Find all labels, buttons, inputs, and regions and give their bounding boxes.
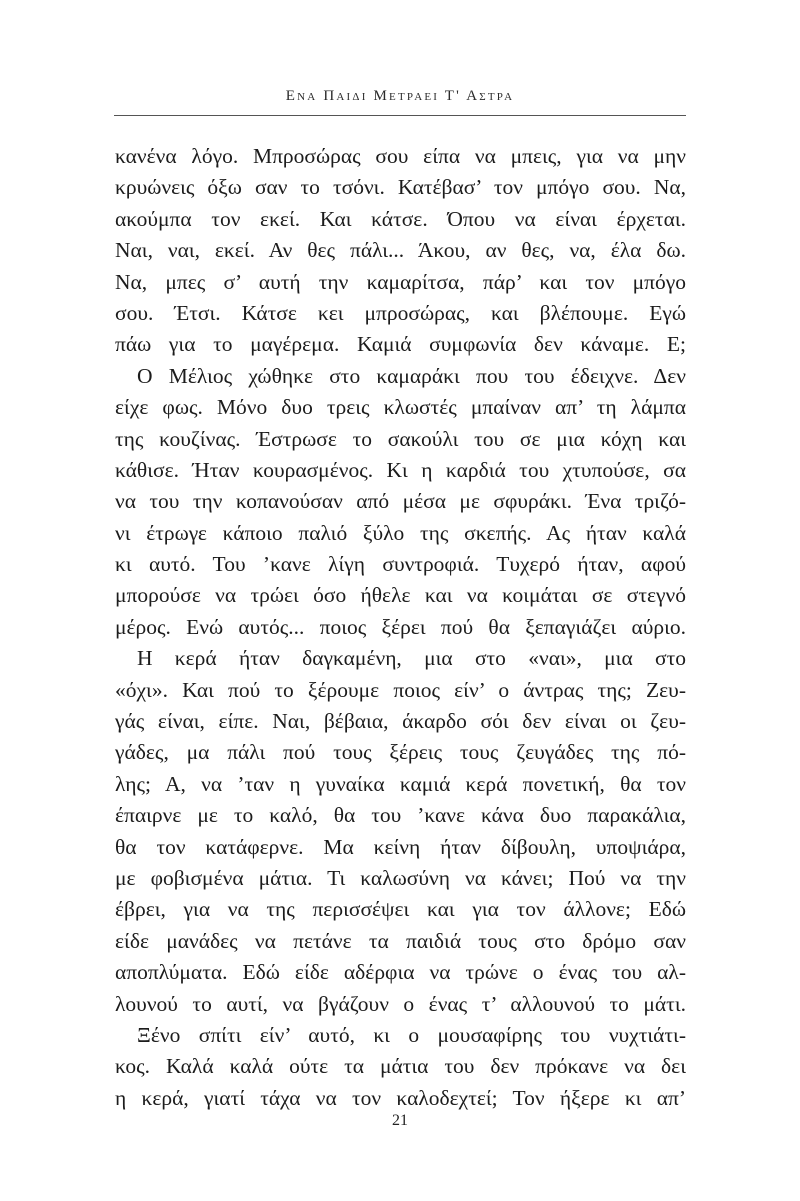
text-line: λουνού το αυτί, να βγάζουν ο ένας τ’ αλλουνού το μάτι. bbox=[115, 991, 686, 1016]
text-line: Ο Μέλιος χώθηκε στο καμαράκι που του έδειχνε. Δεν bbox=[137, 363, 686, 388]
text-line: μπορούσε να τρώει όσο ήθελε και να κοιμάται σε στεγνό bbox=[115, 583, 686, 608]
paragraph-1 bbox=[115, 141, 686, 361]
text-line: Να, μπες σ’ αυτή την καμαρίτσα, πάρ’ και τον μπόγο bbox=[115, 269, 686, 294]
text-line: η κερά, γιατί τάχα να τον καλοδεχτεί; Τον ήξερε κι απ’ bbox=[115, 1085, 686, 1110]
body-text bbox=[115, 141, 686, 1114]
text-line: γάδες, μα πάλι πού τους ξέρεις τους ζευγάδες της πό- bbox=[115, 740, 686, 765]
text-line: γάς είναι, είπε. Ναι, βέβαια, άκαρδο σόι δεν είναι οι ζευ- bbox=[115, 709, 686, 734]
text-line: έβρει, για να της περισσέψει και για τον άλλονε; Εδώ bbox=[115, 897, 686, 922]
paragraph-4 bbox=[115, 1020, 686, 1114]
text-line: κάθισε. Ήταν κουρασμένος. Κι η καρδιά του χτυπούσε, σα bbox=[115, 457, 686, 482]
page-number: 21 bbox=[392, 1112, 408, 1129]
header-rule bbox=[114, 115, 686, 116]
text-line: να του την κοπανούσαν από μέσα με σφυράκι. Ένα τριζό- bbox=[115, 489, 686, 514]
text-line: είχε φως. Μόνο δυο τρεις κλωστές μπαίναν απ’ τη λάμπα bbox=[115, 395, 686, 420]
text-line: με φοβισμένα μάτια. Τι καλωσύνη να κάνει; Πού να την bbox=[115, 865, 686, 890]
paragraph-3 bbox=[115, 643, 686, 1020]
text-line: κανένα λόγο. Μπροσώρας σου είπα να μπεις, για να μην bbox=[115, 144, 686, 168]
text-line: μέρος. Ενώ αυτός... ποιος ξέρει πού θα ξεπαγιάζει αύριο. bbox=[115, 614, 686, 639]
text-line: θα τον κατάφερνε. Μα κείνη ήταν δίβουλη, υποψιάρα, bbox=[115, 834, 686, 859]
text-line: Ξένο σπίτι είν’ αυτό, κι ο μουσαφίρης του νυχτιάτι- bbox=[137, 1022, 686, 1047]
text-line: σου. Έτσι. Κάτσε κει μπροσώρας, και βλέπουμε. Εγώ bbox=[115, 300, 686, 325]
text-line: έπαιρνε με το καλό, θα του ’κανε κάνα δυο παρακάλια, bbox=[115, 803, 686, 828]
text-line: της κουζίνας. Έστρωσε το σακούλι του σε μια κόχη και bbox=[115, 426, 686, 451]
text-line: είδε μανάδες να πετάνε τα παιδιά τους στο δρόμο σαν bbox=[115, 928, 686, 953]
text-line: κρυώνεις όξω σαν το τσόνι. Κατέβασ’ τον μπόγο σου. Να, bbox=[115, 175, 686, 200]
paragraph-2 bbox=[115, 361, 686, 644]
text-line: λης; Α, να ’ταν η γυναίκα καμιά κερά πονετική, θα τον bbox=[115, 771, 686, 796]
text-line: κι αυτό. Του ’κανε λίγη συντροφιά. Τυχερό ήταν, αφού bbox=[115, 552, 686, 577]
text-line: νι έτρωγε κάποιο παλιό ξύλο της σκεπής. Ας ήταν καλά bbox=[115, 520, 686, 545]
text-line: «όχι». Και πού το ξέρουμε ποιος είν’ ο άντρας της; Ζευ- bbox=[115, 677, 686, 702]
text-line: Η κερά ήταν δαγκαμένη, μια στο «ναι», μια στο bbox=[137, 646, 686, 671]
running-head: Ενα Παιδι Μετραει Τ' Αστρα bbox=[285, 88, 515, 104]
text-line: κος. Καλά καλά ούτε τα μάτια του δεν πρόκανε να δει bbox=[115, 1054, 686, 1079]
text-line: Ναι, ναι, εκεί. Αν θες πάλι... Άκου, αν θες, να, έλα δω. bbox=[115, 238, 686, 263]
text-line: πάω για το μαγέρεμα. Καμιά συμφωνία δεν κάναμε. Ε; bbox=[115, 332, 686, 357]
text-line: ακούμπα τον εκεί. Και κάτσε. Όπου να είναι έρχεται. bbox=[115, 206, 686, 231]
text-line: αποπλύματα. Εδώ είδε αδέρφια να τρώνε ο ένας του αλ- bbox=[115, 960, 686, 985]
